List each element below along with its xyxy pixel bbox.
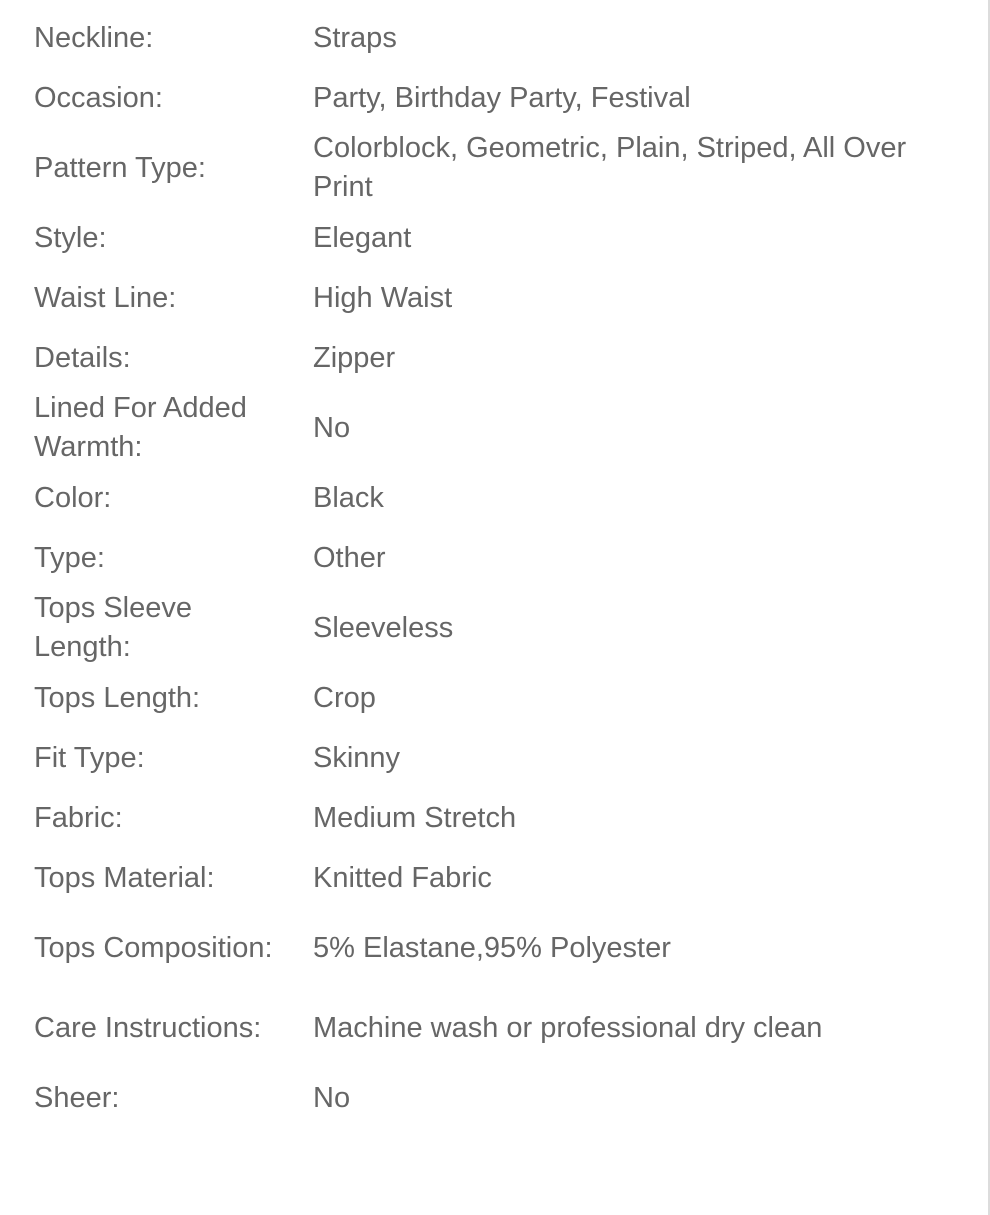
spec-value: Elegant — [313, 221, 412, 254]
spec-value: High Waist — [313, 281, 453, 314]
spec-row-tops-length — [34, 668, 964, 728]
spec-label: Type: — [34, 541, 105, 574]
spec-label: Tops Material: — [34, 861, 215, 894]
spec-value: Sleeveless — [313, 611, 454, 644]
spec-value: Black — [313, 481, 384, 514]
spec-label: Care Instructions: — [34, 1011, 262, 1044]
spec-row-details — [34, 328, 964, 388]
spec-row-sheer — [34, 1068, 964, 1128]
spec-label: Neckline: — [34, 21, 154, 54]
spec-value: Straps — [313, 21, 397, 54]
spec-value: Machine wash or professional dry clean — [313, 1011, 823, 1044]
spec-value: No — [313, 1081, 351, 1114]
spec-row-tops-sleeve-length — [34, 588, 964, 668]
spec-label: Waist Line: — [34, 281, 177, 314]
product-specs-table — [34, 8, 964, 1128]
spec-row-neckline — [34, 8, 964, 68]
spec-row-color — [34, 468, 964, 528]
spec-label: Fabric: — [34, 801, 123, 834]
spec-value: Knitted Fabric — [313, 861, 492, 894]
spec-label: Sheer: — [34, 1081, 120, 1114]
spec-label: Details: — [34, 341, 131, 374]
spec-label: Fit Type: — [34, 741, 145, 774]
spec-label: Color: — [34, 481, 112, 514]
spec-row-style — [34, 208, 964, 268]
spec-label: Style: — [34, 221, 107, 254]
spec-value: No — [313, 411, 351, 444]
spec-row-tops-composition — [34, 908, 964, 988]
spec-label: Tops Composition: — [34, 931, 273, 964]
spec-row-tops-material — [34, 848, 964, 908]
spec-row-lined-for-added-warmth — [34, 388, 964, 468]
spec-row-fabric — [34, 788, 964, 848]
spec-value: Colorblock, Geometric, Plain, Striped, All Over Print — [313, 132, 907, 203]
spec-label: Occasion: — [34, 81, 163, 114]
spec-row-occasion — [34, 68, 964, 128]
spec-row-care-instructions — [34, 988, 964, 1068]
spec-label: Lined For Added Warmth: — [34, 392, 247, 463]
spec-value: Skinny — [313, 741, 401, 774]
spec-label: Pattern Type: — [34, 151, 206, 184]
spec-row-fit-type — [34, 728, 964, 788]
spec-row-waist-line — [34, 268, 964, 328]
spec-label: Tops Sleeve Length: — [34, 592, 192, 663]
spec-value: Zipper — [313, 341, 396, 374]
spec-value: Party, Birthday Party, Festival — [313, 81, 691, 114]
spec-label: Tops Length: — [34, 681, 201, 714]
spec-value: 5% Elastane,95% Polyester — [313, 931, 671, 964]
spec-value: Crop — [313, 681, 376, 714]
spec-value: Medium Stretch — [313, 801, 517, 834]
spec-row-type — [34, 528, 964, 588]
spec-row-pattern-type — [34, 128, 964, 208]
spec-value: Other — [313, 541, 386, 574]
